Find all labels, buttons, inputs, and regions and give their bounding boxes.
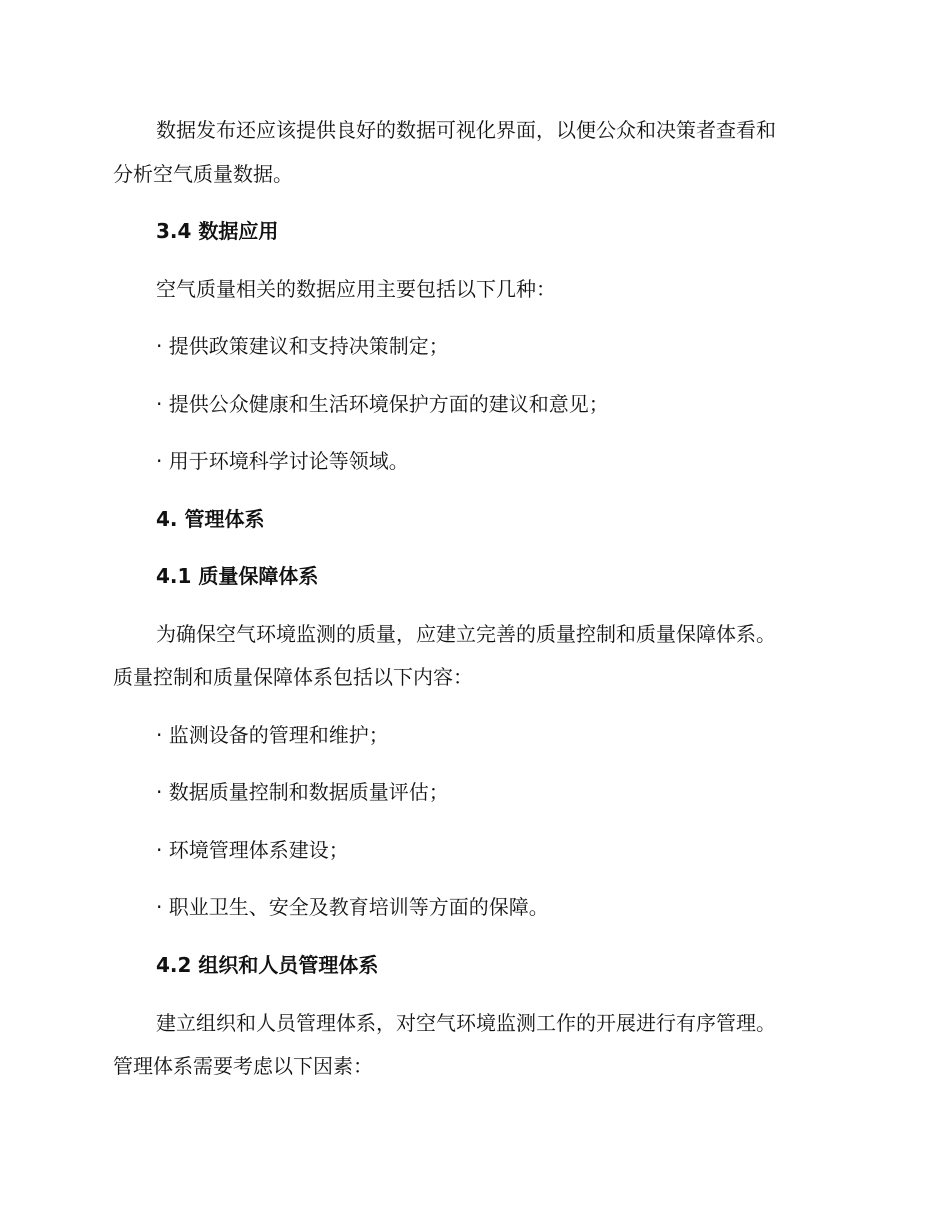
paragraph-data-visualization-line-2: 分析空气质量数据。 xyxy=(113,162,293,186)
paragraph-quality-assurance-line-2: 质量控制和质量保障体系包括以下内容： xyxy=(113,665,473,689)
paragraph-organization-line-2: 管理体系需要考虑以下因素： xyxy=(113,1054,373,1078)
list-item: · 职业卫生、安全及教育培训等方面的保障。 xyxy=(156,895,549,919)
list-item: · 用于环境科学讨论等领域。 xyxy=(156,449,409,473)
section-heading-4: 4. 管理体系 xyxy=(156,507,265,531)
list-item: · 监测设备的管理和维护； xyxy=(156,723,389,747)
list-item: · 提供公众健康和生活环境保护方面的建议和意见； xyxy=(156,392,609,416)
paragraph-organization-line-1: 建立组织和人员管理体系，对空气环境监测工作的开展进行有序管理。 xyxy=(156,1011,776,1035)
list-item: · 数据质量控制和数据质量评估； xyxy=(156,780,449,804)
list-item: · 环境管理体系建设； xyxy=(156,838,349,862)
list-item: · 提供政策建议和支持决策制定； xyxy=(156,334,449,358)
section-heading-4-1: 4.1 质量保障体系 xyxy=(156,564,319,588)
paragraph-data-visualization-line-1: 数据发布还应该提供良好的数据可视化界面，以便公众和决策者查看和 xyxy=(156,118,776,142)
paragraph-quality-assurance-line-1: 为确保空气环境监测的质量，应建立完善的质量控制和质量保障体系。 xyxy=(156,622,776,646)
section-heading-4-2: 4.2 组织和人员管理体系 xyxy=(156,953,379,977)
section-heading-3-4: 3.4 数据应用 xyxy=(156,219,279,243)
paragraph-data-application-intro: 空气质量相关的数据应用主要包括以下几种： xyxy=(156,277,556,301)
